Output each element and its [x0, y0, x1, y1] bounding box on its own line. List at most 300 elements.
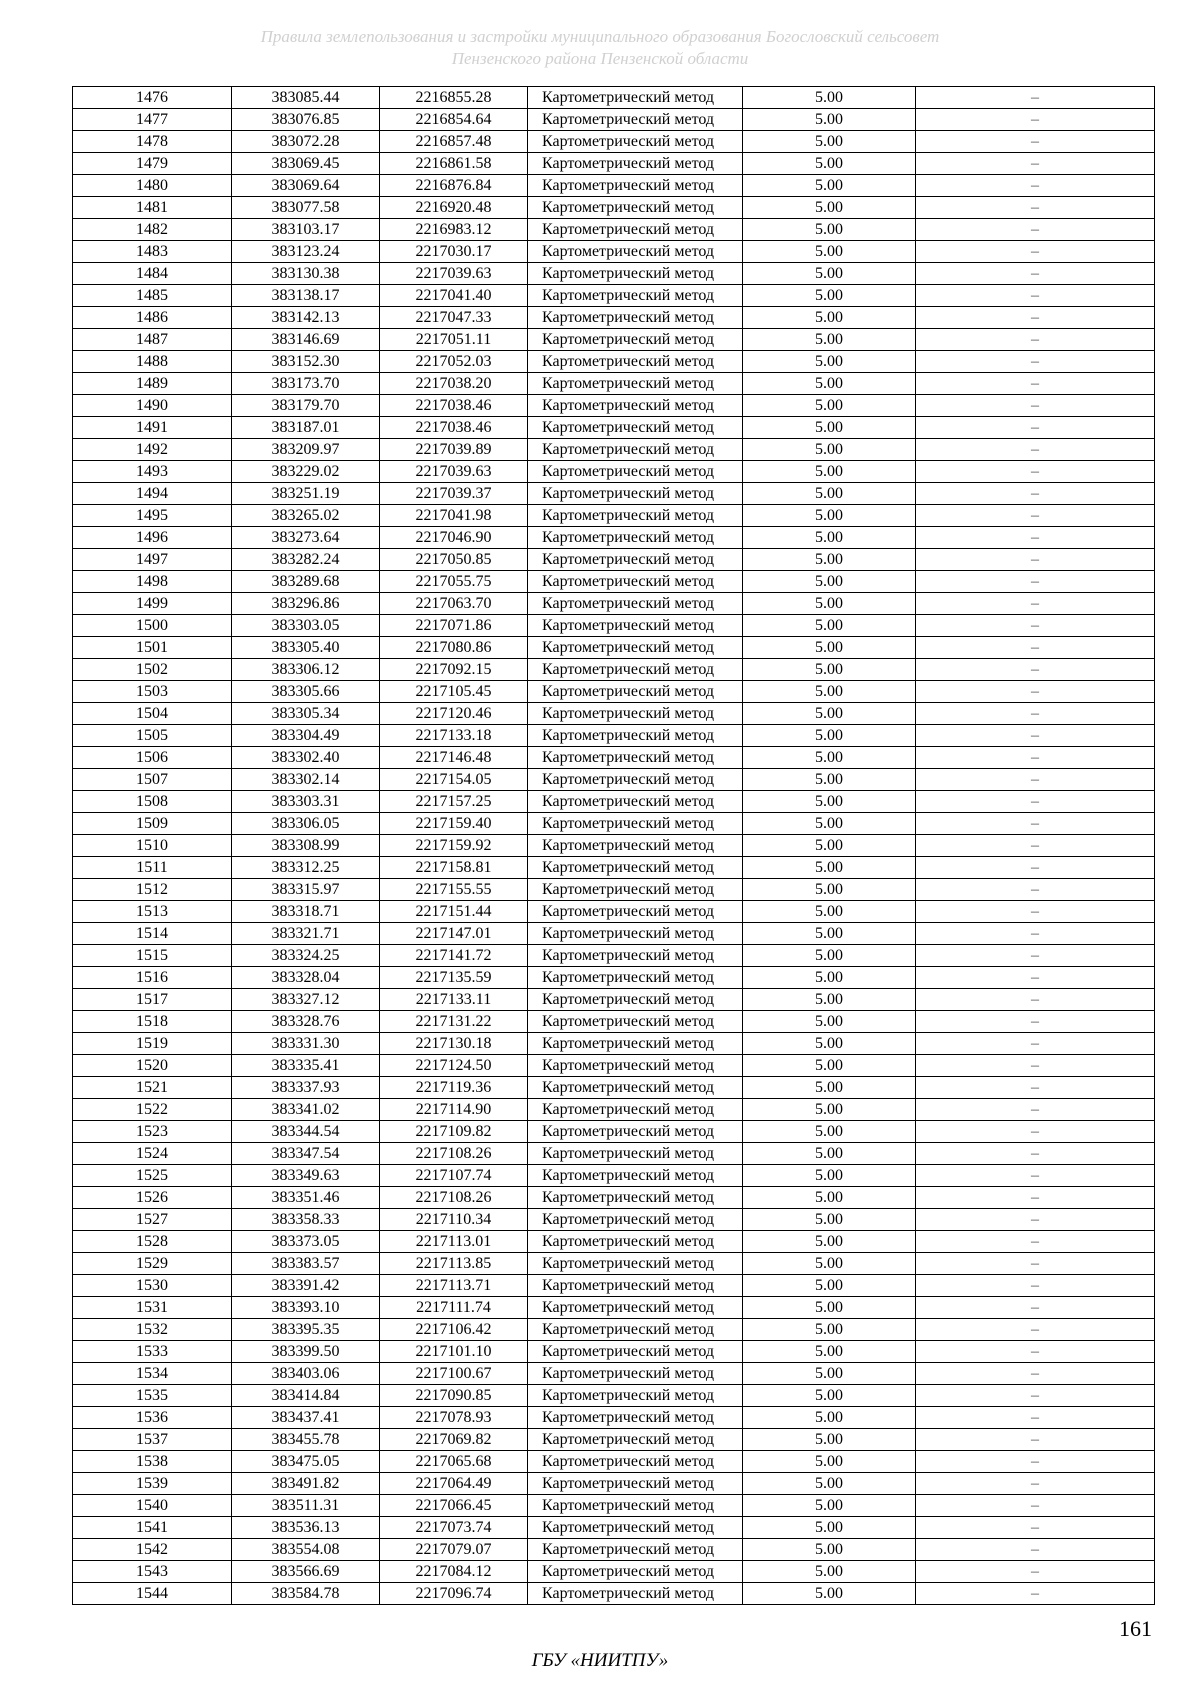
- accuracy-cell: 5.00: [743, 923, 916, 945]
- accuracy-cell: 5.00: [743, 945, 916, 967]
- y-coordinate-cell: 2217092.15: [380, 659, 528, 681]
- y-coordinate-cell: 2217135.59: [380, 967, 528, 989]
- x-coordinate-cell: 383324.25: [232, 945, 380, 967]
- accuracy-cell: 5.00: [743, 901, 916, 923]
- y-coordinate-cell: 2217069.82: [380, 1429, 528, 1451]
- accuracy-cell: 5.00: [743, 1517, 916, 1539]
- method-cell: Картометрический метод: [528, 109, 743, 131]
- description-cell: –: [916, 87, 1155, 109]
- y-coordinate-cell: 2217108.26: [380, 1143, 528, 1165]
- accuracy-cell: 5.00: [743, 241, 916, 263]
- point-number-cell: 1522: [73, 1099, 232, 1121]
- point-number-cell: 1476: [73, 87, 232, 109]
- table-row: [73, 175, 1155, 197]
- table-row: [73, 1297, 1155, 1319]
- method-cell: Картометрический метод: [528, 725, 743, 747]
- table-row: [73, 461, 1155, 483]
- accuracy-cell: 5.00: [743, 1077, 916, 1099]
- accuracy-cell: 5.00: [743, 1385, 916, 1407]
- accuracy-cell: 5.00: [743, 307, 916, 329]
- description-cell: –: [916, 835, 1155, 857]
- method-cell: Картометрический метод: [528, 791, 743, 813]
- table-row: [73, 549, 1155, 571]
- point-number-cell: 1491: [73, 417, 232, 439]
- description-cell: –: [916, 109, 1155, 131]
- method-cell: Картометрический метод: [528, 901, 743, 923]
- y-coordinate-cell: 2217065.68: [380, 1451, 528, 1473]
- accuracy-cell: 5.00: [743, 1165, 916, 1187]
- table-row: [73, 285, 1155, 307]
- y-coordinate-cell: 2217038.20: [380, 373, 528, 395]
- point-number-cell: 1484: [73, 263, 232, 285]
- point-number-cell: 1479: [73, 153, 232, 175]
- point-number-cell: 1542: [73, 1539, 232, 1561]
- method-cell: Картометрический метод: [528, 263, 743, 285]
- x-coordinate-cell: 383584.78: [232, 1583, 380, 1605]
- table-row: [73, 923, 1155, 945]
- accuracy-cell: 5.00: [743, 109, 916, 131]
- method-cell: Картометрический метод: [528, 659, 743, 681]
- table-row: [73, 989, 1155, 1011]
- description-cell: –: [916, 351, 1155, 373]
- method-cell: Картометрический метод: [528, 1473, 743, 1495]
- method-cell: Картометрический метод: [528, 417, 743, 439]
- description-cell: –: [916, 1011, 1155, 1033]
- point-number-cell: 1517: [73, 989, 232, 1011]
- accuracy-cell: 5.00: [743, 813, 916, 835]
- point-number-cell: 1496: [73, 527, 232, 549]
- accuracy-cell: 5.00: [743, 593, 916, 615]
- x-coordinate-cell: 383077.58: [232, 197, 380, 219]
- y-coordinate-cell: 2217120.46: [380, 703, 528, 725]
- coordinates-table-body: [73, 87, 1155, 1605]
- point-number-cell: 1509: [73, 813, 232, 835]
- description-cell: –: [916, 791, 1155, 813]
- accuracy-cell: 5.00: [743, 1583, 916, 1605]
- method-cell: Картометрический метод: [528, 989, 743, 1011]
- description-cell: –: [916, 1209, 1155, 1231]
- accuracy-cell: 5.00: [743, 131, 916, 153]
- method-cell: Картометрический метод: [528, 747, 743, 769]
- table-row: [73, 1429, 1155, 1451]
- x-coordinate-cell: 383289.68: [232, 571, 380, 593]
- description-cell: –: [916, 505, 1155, 527]
- y-coordinate-cell: 2217039.89: [380, 439, 528, 461]
- description-cell: –: [916, 1517, 1155, 1539]
- table-row: [73, 1231, 1155, 1253]
- point-number-cell: 1486: [73, 307, 232, 329]
- accuracy-cell: 5.00: [743, 219, 916, 241]
- description-cell: –: [916, 1561, 1155, 1583]
- table-row: [73, 1495, 1155, 1517]
- y-coordinate-cell: 2217114.90: [380, 1099, 528, 1121]
- accuracy-cell: 5.00: [743, 967, 916, 989]
- description-cell: –: [916, 571, 1155, 593]
- point-number-cell: 1489: [73, 373, 232, 395]
- description-cell: –: [916, 1275, 1155, 1297]
- x-coordinate-cell: 383566.69: [232, 1561, 380, 1583]
- y-coordinate-cell: 2217155.55: [380, 879, 528, 901]
- accuracy-cell: 5.00: [743, 1231, 916, 1253]
- point-number-cell: 1505: [73, 725, 232, 747]
- point-number-cell: 1506: [73, 747, 232, 769]
- accuracy-cell: 5.00: [743, 417, 916, 439]
- description-cell: –: [916, 747, 1155, 769]
- accuracy-cell: 5.00: [743, 1495, 916, 1517]
- description-cell: –: [916, 1319, 1155, 1341]
- point-number-cell: 1515: [73, 945, 232, 967]
- point-number-cell: 1492: [73, 439, 232, 461]
- method-cell: Картометрический метод: [528, 615, 743, 637]
- point-number-cell: 1501: [73, 637, 232, 659]
- header-line-2: Пензенского района Пензенской области: [451, 49, 749, 68]
- accuracy-cell: 5.00: [743, 747, 916, 769]
- table-row: [73, 703, 1155, 725]
- x-coordinate-cell: 383069.64: [232, 175, 380, 197]
- method-cell: Картометрический метод: [528, 769, 743, 791]
- y-coordinate-cell: 2217063.70: [380, 593, 528, 615]
- y-coordinate-cell: 2217146.48: [380, 747, 528, 769]
- description-cell: –: [916, 1253, 1155, 1275]
- y-coordinate-cell: 2217041.40: [380, 285, 528, 307]
- description-cell: –: [916, 263, 1155, 285]
- method-cell: Картометрический метод: [528, 307, 743, 329]
- table-row: [73, 593, 1155, 615]
- description-cell: –: [916, 1385, 1155, 1407]
- table-row: [73, 329, 1155, 351]
- point-number-cell: 1497: [73, 549, 232, 571]
- x-coordinate-cell: 383395.35: [232, 1319, 380, 1341]
- accuracy-cell: 5.00: [743, 1539, 916, 1561]
- method-cell: Картометрический метод: [528, 813, 743, 835]
- table-row: [73, 835, 1155, 857]
- x-coordinate-cell: 383349.63: [232, 1165, 380, 1187]
- point-number-cell: 1507: [73, 769, 232, 791]
- y-coordinate-cell: 2217154.05: [380, 769, 528, 791]
- method-cell: Картометрический метод: [528, 1099, 743, 1121]
- x-coordinate-cell: 383347.54: [232, 1143, 380, 1165]
- method-cell: Картометрический метод: [528, 549, 743, 571]
- point-number-cell: 1524: [73, 1143, 232, 1165]
- description-cell: –: [916, 1033, 1155, 1055]
- accuracy-cell: 5.00: [743, 373, 916, 395]
- x-coordinate-cell: 383306.12: [232, 659, 380, 681]
- x-coordinate-cell: 383152.30: [232, 351, 380, 373]
- x-coordinate-cell: 383085.44: [232, 87, 380, 109]
- method-cell: Картометрический метод: [528, 1319, 743, 1341]
- description-cell: –: [916, 329, 1155, 351]
- method-cell: Картометрический метод: [528, 923, 743, 945]
- table-row: [73, 681, 1155, 703]
- table-row: [73, 615, 1155, 637]
- x-coordinate-cell: 383403.06: [232, 1363, 380, 1385]
- method-cell: Картометрический метод: [528, 1275, 743, 1297]
- method-cell: Картометрический метод: [528, 1055, 743, 1077]
- point-number-cell: 1483: [73, 241, 232, 263]
- y-coordinate-cell: 2217113.71: [380, 1275, 528, 1297]
- table-row: [73, 1583, 1155, 1605]
- x-coordinate-cell: 383305.40: [232, 637, 380, 659]
- description-cell: –: [916, 1451, 1155, 1473]
- description-cell: –: [916, 725, 1155, 747]
- description-cell: –: [916, 483, 1155, 505]
- description-cell: –: [916, 1429, 1155, 1451]
- point-number-cell: 1535: [73, 1385, 232, 1407]
- table-row: [73, 131, 1155, 153]
- description-cell: –: [916, 153, 1155, 175]
- y-coordinate-cell: 2216857.48: [380, 131, 528, 153]
- table-row: [73, 1033, 1155, 1055]
- point-number-cell: 1485: [73, 285, 232, 307]
- x-coordinate-cell: 383273.64: [232, 527, 380, 549]
- method-cell: Картометрический метод: [528, 1451, 743, 1473]
- table-row: [73, 1539, 1155, 1561]
- table-row: [73, 725, 1155, 747]
- point-number-cell: 1521: [73, 1077, 232, 1099]
- method-cell: Картометрический метод: [528, 483, 743, 505]
- table-row: [73, 395, 1155, 417]
- x-coordinate-cell: 383179.70: [232, 395, 380, 417]
- description-cell: –: [916, 1077, 1155, 1099]
- x-coordinate-cell: 383383.57: [232, 1253, 380, 1275]
- point-number-cell: 1540: [73, 1495, 232, 1517]
- x-coordinate-cell: 383076.85: [232, 109, 380, 131]
- x-coordinate-cell: 383337.93: [232, 1077, 380, 1099]
- x-coordinate-cell: 383335.41: [232, 1055, 380, 1077]
- method-cell: Картометрический метод: [528, 351, 743, 373]
- description-cell: –: [916, 549, 1155, 571]
- accuracy-cell: 5.00: [743, 1055, 916, 1077]
- point-number-cell: 1543: [73, 1561, 232, 1583]
- table-row: [73, 1451, 1155, 1473]
- description-cell: –: [916, 197, 1155, 219]
- description-cell: –: [916, 1341, 1155, 1363]
- point-number-cell: 1528: [73, 1231, 232, 1253]
- x-coordinate-cell: 383351.46: [232, 1187, 380, 1209]
- table-row: [73, 791, 1155, 813]
- y-coordinate-cell: 2217124.50: [380, 1055, 528, 1077]
- table-row: [73, 747, 1155, 769]
- point-number-cell: 1537: [73, 1429, 232, 1451]
- y-coordinate-cell: 2217109.82: [380, 1121, 528, 1143]
- table-row: [73, 197, 1155, 219]
- accuracy-cell: 5.00: [743, 1429, 916, 1451]
- point-number-cell: 1508: [73, 791, 232, 813]
- accuracy-cell: 5.00: [743, 1451, 916, 1473]
- x-coordinate-cell: 383511.31: [232, 1495, 380, 1517]
- page-number: 161: [1119, 1616, 1152, 1641]
- method-cell: Картометрический метод: [528, 1583, 743, 1605]
- description-cell: –: [916, 175, 1155, 197]
- y-coordinate-cell: 2217041.98: [380, 505, 528, 527]
- x-coordinate-cell: 383138.17: [232, 285, 380, 307]
- method-cell: Картометрический метод: [528, 835, 743, 857]
- y-coordinate-cell: 2217113.85: [380, 1253, 528, 1275]
- description-cell: –: [916, 967, 1155, 989]
- x-coordinate-cell: 383391.42: [232, 1275, 380, 1297]
- y-coordinate-cell: 2217131.22: [380, 1011, 528, 1033]
- point-number-cell: 1512: [73, 879, 232, 901]
- y-coordinate-cell: 2217090.85: [380, 1385, 528, 1407]
- method-cell: Картометрический метод: [528, 967, 743, 989]
- description-cell: –: [916, 1363, 1155, 1385]
- table-row: [73, 1385, 1155, 1407]
- accuracy-cell: 5.00: [743, 1033, 916, 1055]
- description-cell: –: [916, 1055, 1155, 1077]
- y-coordinate-cell: 2217141.72: [380, 945, 528, 967]
- x-coordinate-cell: 383358.33: [232, 1209, 380, 1231]
- description-cell: –: [916, 1187, 1155, 1209]
- table-row: [73, 1165, 1155, 1187]
- accuracy-cell: 5.00: [743, 791, 916, 813]
- table-row: [73, 1143, 1155, 1165]
- y-coordinate-cell: 2217096.74: [380, 1583, 528, 1605]
- y-coordinate-cell: 2217051.11: [380, 329, 528, 351]
- point-number-cell: 1536: [73, 1407, 232, 1429]
- method-cell: Картометрический метод: [528, 175, 743, 197]
- table-row: [73, 1011, 1155, 1033]
- point-number-cell: 1504: [73, 703, 232, 725]
- method-cell: Картометрический метод: [528, 373, 743, 395]
- y-coordinate-cell: 2217158.81: [380, 857, 528, 879]
- x-coordinate-cell: 383130.38: [232, 263, 380, 285]
- method-cell: Картометрический метод: [528, 505, 743, 527]
- description-cell: –: [916, 1165, 1155, 1187]
- description-cell: –: [916, 1121, 1155, 1143]
- table-row: [73, 373, 1155, 395]
- table-row: [73, 945, 1155, 967]
- point-number-cell: 1518: [73, 1011, 232, 1033]
- description-cell: –: [916, 307, 1155, 329]
- accuracy-cell: 5.00: [743, 1561, 916, 1583]
- point-number-cell: 1526: [73, 1187, 232, 1209]
- method-cell: Картометрический метод: [528, 637, 743, 659]
- y-coordinate-cell: 2217052.03: [380, 351, 528, 373]
- description-cell: –: [916, 1583, 1155, 1605]
- y-coordinate-cell: 2216920.48: [380, 197, 528, 219]
- method-cell: Картометрический метод: [528, 1385, 743, 1407]
- accuracy-cell: 5.00: [743, 659, 916, 681]
- method-cell: Картометрический метод: [528, 219, 743, 241]
- x-coordinate-cell: 383328.04: [232, 967, 380, 989]
- description-cell: –: [916, 373, 1155, 395]
- y-coordinate-cell: 2217107.74: [380, 1165, 528, 1187]
- point-number-cell: 1502: [73, 659, 232, 681]
- x-coordinate-cell: 383399.50: [232, 1341, 380, 1363]
- description-cell: –: [916, 769, 1155, 791]
- method-cell: Картометрический метод: [528, 1077, 743, 1099]
- method-cell: Картометрический метод: [528, 1517, 743, 1539]
- y-coordinate-cell: 2217071.86: [380, 615, 528, 637]
- table-row: [73, 417, 1155, 439]
- method-cell: Картометрический метод: [528, 703, 743, 725]
- x-coordinate-cell: 383308.99: [232, 835, 380, 857]
- x-coordinate-cell: 383455.78: [232, 1429, 380, 1451]
- table-row: [73, 1407, 1155, 1429]
- table-row: [73, 109, 1155, 131]
- accuracy-cell: 5.00: [743, 1319, 916, 1341]
- accuracy-cell: 5.00: [743, 527, 916, 549]
- accuracy-cell: 5.00: [743, 285, 916, 307]
- method-cell: Картометрический метод: [528, 1121, 743, 1143]
- table-row: [73, 879, 1155, 901]
- table-row: [73, 351, 1155, 373]
- method-cell: Картометрический метод: [528, 329, 743, 351]
- x-coordinate-cell: 383491.82: [232, 1473, 380, 1495]
- x-coordinate-cell: 383265.02: [232, 505, 380, 527]
- point-number-cell: 1490: [73, 395, 232, 417]
- method-cell: Картометрический метод: [528, 1363, 743, 1385]
- description-cell: –: [916, 1099, 1155, 1121]
- description-cell: –: [916, 901, 1155, 923]
- method-cell: Картометрический метод: [528, 153, 743, 175]
- description-cell: –: [916, 417, 1155, 439]
- accuracy-cell: 5.00: [743, 681, 916, 703]
- x-coordinate-cell: 383373.05: [232, 1231, 380, 1253]
- accuracy-cell: 5.00: [743, 1121, 916, 1143]
- method-cell: Картометрический метод: [528, 1341, 743, 1363]
- description-cell: –: [916, 813, 1155, 835]
- table-row: [73, 1363, 1155, 1385]
- y-coordinate-cell: 2217047.33: [380, 307, 528, 329]
- table-row: [73, 769, 1155, 791]
- table-row: [73, 1121, 1155, 1143]
- x-coordinate-cell: 383304.49: [232, 725, 380, 747]
- accuracy-cell: 5.00: [743, 87, 916, 109]
- table-row: [73, 87, 1155, 109]
- method-cell: Картометрический метод: [528, 1429, 743, 1451]
- y-coordinate-cell: 2217064.49: [380, 1473, 528, 1495]
- point-number-cell: 1539: [73, 1473, 232, 1495]
- method-cell: Картометрический метод: [528, 1253, 743, 1275]
- coordinates-table: [72, 86, 1155, 1605]
- accuracy-cell: 5.00: [743, 1473, 916, 1495]
- x-coordinate-cell: 383229.02: [232, 461, 380, 483]
- description-cell: –: [916, 703, 1155, 725]
- y-coordinate-cell: 2217039.63: [380, 461, 528, 483]
- point-number-cell: 1477: [73, 109, 232, 131]
- y-coordinate-cell: 2217066.45: [380, 1495, 528, 1517]
- point-number-cell: 1523: [73, 1121, 232, 1143]
- accuracy-cell: 5.00: [743, 703, 916, 725]
- method-cell: Картометрический метод: [528, 285, 743, 307]
- x-coordinate-cell: 383341.02: [232, 1099, 380, 1121]
- description-cell: –: [916, 1407, 1155, 1429]
- x-coordinate-cell: 383296.86: [232, 593, 380, 615]
- x-coordinate-cell: 383142.13: [232, 307, 380, 329]
- point-number-cell: 1503: [73, 681, 232, 703]
- x-coordinate-cell: 383321.71: [232, 923, 380, 945]
- point-number-cell: 1478: [73, 131, 232, 153]
- table-row: [73, 1473, 1155, 1495]
- x-coordinate-cell: 383331.30: [232, 1033, 380, 1055]
- x-coordinate-cell: 383318.71: [232, 901, 380, 923]
- y-coordinate-cell: 2217039.63: [380, 263, 528, 285]
- x-coordinate-cell: 383305.66: [232, 681, 380, 703]
- method-cell: Картометрический метод: [528, 1187, 743, 1209]
- method-cell: Картометрический метод: [528, 439, 743, 461]
- x-coordinate-cell: 383475.05: [232, 1451, 380, 1473]
- accuracy-cell: 5.00: [743, 1011, 916, 1033]
- accuracy-cell: 5.00: [743, 153, 916, 175]
- x-coordinate-cell: 383209.97: [232, 439, 380, 461]
- accuracy-cell: 5.00: [743, 835, 916, 857]
- table-row: [73, 307, 1155, 329]
- method-cell: Картометрический метод: [528, 1033, 743, 1055]
- accuracy-cell: 5.00: [743, 1187, 916, 1209]
- point-number-cell: 1529: [73, 1253, 232, 1275]
- method-cell: Картометрический метод: [528, 1209, 743, 1231]
